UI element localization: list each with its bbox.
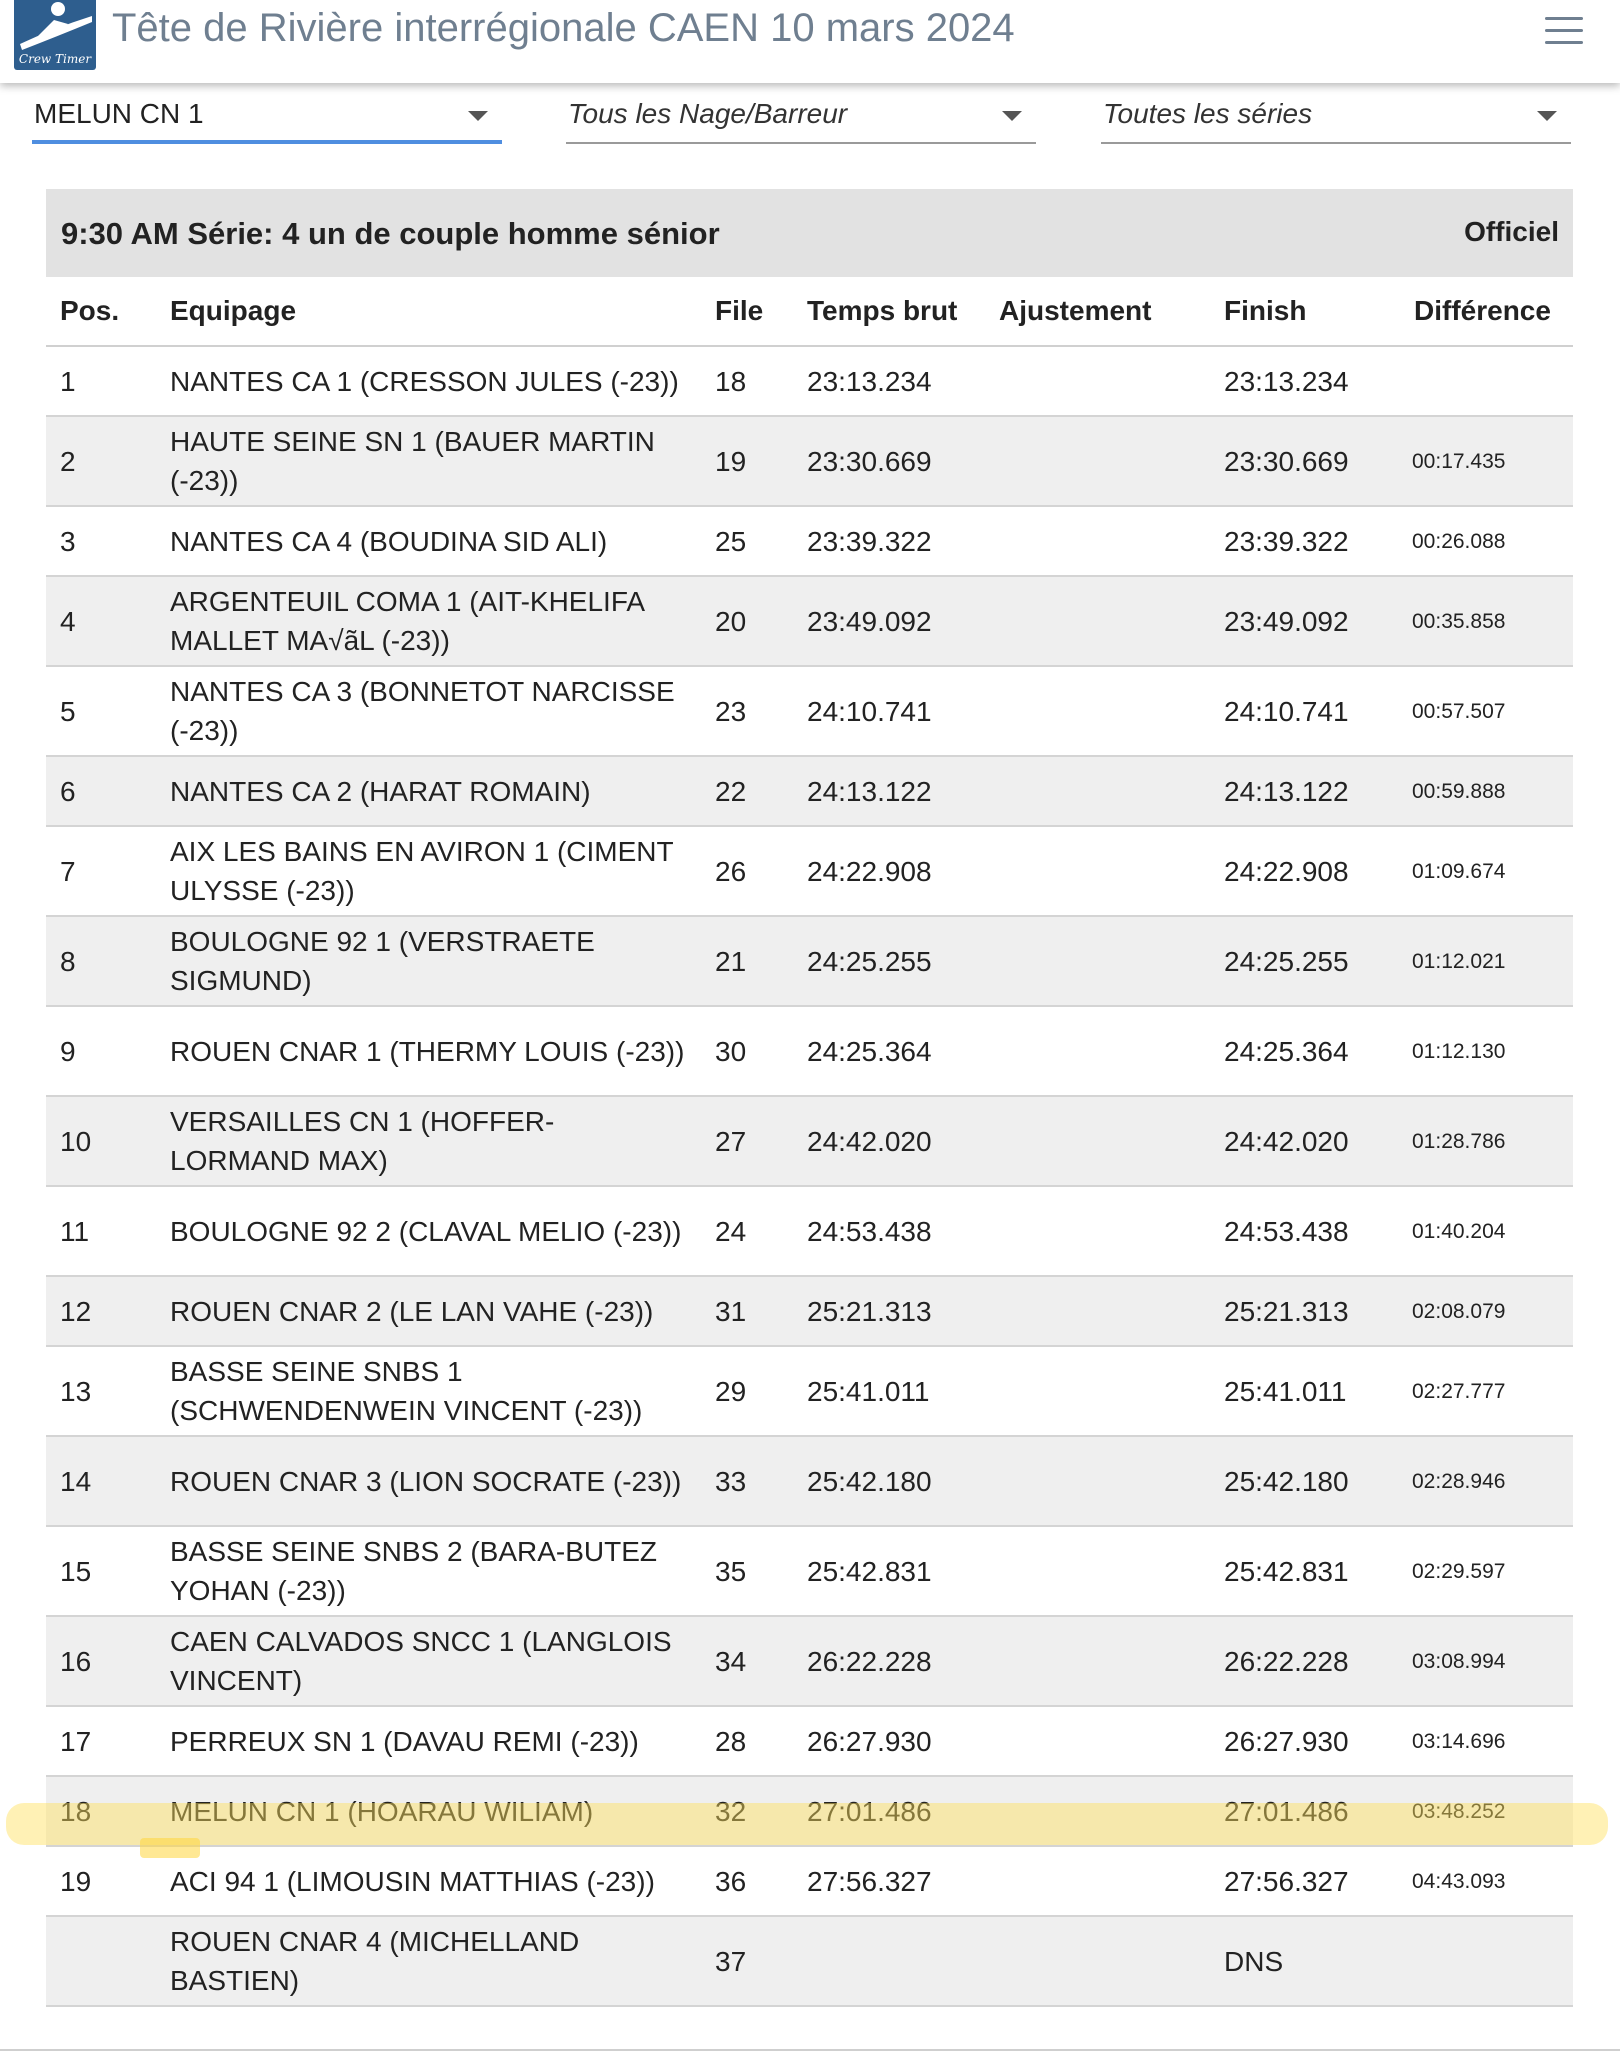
cell-pos: 10 [46, 1096, 156, 1186]
cell-crew: NANTES CA 4 (BOUDINA SID ALI) [156, 506, 701, 576]
cell-adjustment [985, 1846, 1210, 1916]
cell-lane: 26 [701, 826, 793, 916]
cell-raw-time: 24:25.364 [793, 1006, 985, 1096]
cell-pos: 6 [46, 756, 156, 826]
cell-difference: 03:14.696 [1400, 1706, 1573, 1776]
cell-raw-time: 24:13.122 [793, 756, 985, 826]
chevron-down-icon [468, 111, 488, 121]
table-row[interactable] [46, 506, 1573, 576]
cell-raw-time: 25:42.831 [793, 1526, 985, 1616]
cell-crew: ROUEN CNAR 2 (LE LAN VAHE (-23)) [156, 1276, 701, 1346]
cell-lane: 32 [701, 1776, 793, 1846]
cell-finish: DNS [1210, 1916, 1400, 2006]
table-row[interactable] [46, 1616, 1573, 1706]
col-header-pos[interactable]: Pos. [46, 277, 156, 346]
cell-raw-time: 23:30.669 [793, 416, 985, 506]
col-header-crew[interactable]: Equipage [156, 277, 701, 346]
cell-raw-time: 27:56.327 [793, 1846, 985, 1916]
cell-crew: AIX LES BAINS EN AVIRON 1 (CIMENT ULYSSE (-23)) [156, 826, 701, 916]
cell-lane: 18 [701, 346, 793, 416]
cell-finish: 26:27.930 [1210, 1706, 1400, 1776]
cell-pos: 16 [46, 1616, 156, 1706]
hamburger-menu-icon[interactable] [1545, 17, 1583, 47]
logo-text: Crew Timer [18, 52, 92, 66]
cell-raw-time: 24:42.020 [793, 1096, 985, 1186]
cell-lane: 20 [701, 576, 793, 666]
cell-pos: 9 [46, 1006, 156, 1096]
cell-difference: 00:17.435 [1400, 416, 1573, 506]
cell-lane: 29 [701, 1346, 793, 1436]
cell-adjustment [985, 1346, 1210, 1436]
cell-lane: 27 [701, 1096, 793, 1186]
cell-pos: 14 [46, 1436, 156, 1526]
cell-lane: 35 [701, 1526, 793, 1616]
cell-pos: 2 [46, 416, 156, 506]
cell-lane: 21 [701, 916, 793, 1006]
cell-difference [1400, 1916, 1573, 2006]
cell-adjustment [985, 576, 1210, 666]
cell-adjustment [985, 1526, 1210, 1616]
cell-crew: ROUEN CNAR 3 (LION SOCRATE (-23)) [156, 1436, 701, 1526]
table-header-row [46, 277, 1573, 346]
table-row[interactable] [46, 1006, 1573, 1096]
table-row[interactable] [46, 1276, 1573, 1346]
cell-lane: 19 [701, 416, 793, 506]
race-status: Officiel [1464, 216, 1559, 247]
col-header-raw-time[interactable]: Temps brut [793, 277, 985, 346]
cell-finish: 24:25.364 [1210, 1006, 1400, 1096]
cell-adjustment [985, 826, 1210, 916]
cell-lane: 23 [701, 666, 793, 756]
cell-finish: 24:22.908 [1210, 826, 1400, 916]
cell-lane: 34 [701, 1616, 793, 1706]
col-header-finish[interactable]: Finish [1210, 277, 1400, 346]
cell-raw-time: 24:53.438 [793, 1186, 985, 1276]
cell-finish: 25:21.313 [1210, 1276, 1400, 1346]
cell-lane: 30 [701, 1006, 793, 1096]
cell-raw-time: 24:25.255 [793, 916, 985, 1006]
cell-raw-time: 26:22.228 [793, 1616, 985, 1706]
race-header [46, 189, 1573, 277]
cell-raw-time: 24:22.908 [793, 826, 985, 916]
chevron-down-icon [1537, 111, 1557, 121]
cell-lane: 25 [701, 506, 793, 576]
cell-adjustment [985, 666, 1210, 756]
cell-finish: 24:53.438 [1210, 1186, 1400, 1276]
cell-lane: 28 [701, 1706, 793, 1776]
cell-crew: BASSE SEINE SNBS 1 (SCHWENDENWEIN VINCENT (-23)) [156, 1346, 701, 1436]
col-header-adjustment[interactable]: Ajustement [985, 277, 1210, 346]
cell-finish: 24:10.741 [1210, 666, 1400, 756]
cell-crew: BASSE SEINE SNBS 2 (BARA-BUTEZ YOHAN (-23)) [156, 1526, 701, 1616]
table-row[interactable] [46, 1346, 1573, 1436]
cell-crew: ACI 94 1 (LIMOUSIN MATTHIAS (-23)) [156, 1846, 701, 1916]
cell-finish: 23:49.092 [1210, 576, 1400, 666]
crew-filter-select[interactable] [32, 92, 502, 144]
cell-pos: 15 [46, 1526, 156, 1616]
results-panel [46, 189, 1573, 2007]
cell-adjustment [985, 1616, 1210, 1706]
cell-finish: 26:22.228 [1210, 1616, 1400, 1706]
table-row[interactable] [46, 826, 1573, 916]
table-row[interactable] [46, 1776, 1573, 1846]
cell-adjustment [985, 506, 1210, 576]
cell-finish: 27:01.486 [1210, 1776, 1400, 1846]
cell-difference: 00:26.088 [1400, 506, 1573, 576]
cell-raw-time [793, 1916, 985, 2006]
table-row[interactable] [46, 1526, 1573, 1616]
cell-lane: 37 [701, 1916, 793, 2006]
cell-difference: 00:35.858 [1400, 576, 1573, 666]
cell-adjustment [985, 1186, 1210, 1276]
crew-timer-logo[interactable] [14, 0, 96, 70]
table-row[interactable] [46, 1436, 1573, 1526]
cell-crew: ROUEN CNAR 4 (MICHELLAND BASTIEN) [156, 1916, 701, 2006]
table-row[interactable] [46, 916, 1573, 1006]
cell-crew: CAEN CALVADOS SNCC 1 (LANGLOIS VINCENT) [156, 1616, 701, 1706]
cell-adjustment [985, 916, 1210, 1006]
race-title: 9:30 AM Série: 4 un de couple homme sénior [61, 216, 720, 251]
cell-adjustment [985, 756, 1210, 826]
cell-raw-time: 26:27.930 [793, 1706, 985, 1776]
cell-pos: 7 [46, 826, 156, 916]
cell-lane: 31 [701, 1276, 793, 1346]
table-row[interactable] [46, 1916, 1573, 2006]
cell-adjustment [985, 416, 1210, 506]
cell-finish: 24:25.255 [1210, 916, 1400, 1006]
cell-crew: BOULOGNE 92 1 (VERSTRAETE SIGMUND) [156, 916, 701, 1006]
cell-lane: 33 [701, 1436, 793, 1526]
cell-lane: 24 [701, 1186, 793, 1276]
cell-difference: 04:43.093 [1400, 1846, 1573, 1916]
cell-pos: 18 [46, 1776, 156, 1846]
cell-difference [1400, 346, 1573, 416]
stroke-cox-filter-value: Tous les Nage/Barreur [568, 98, 848, 129]
crew-filter-value: MELUN CN 1 [34, 98, 204, 129]
table-row[interactable] [46, 416, 1573, 506]
page-title: Tête de Rivière interrégionale CAEN 10 mars 2024 [112, 6, 1015, 50]
cell-raw-time: 23:13.234 [793, 346, 985, 416]
cell-raw-time: 25:21.313 [793, 1276, 985, 1346]
cell-adjustment [985, 1006, 1210, 1096]
cell-pos: 3 [46, 506, 156, 576]
cell-crew: BOULOGNE 92 2 (CLAVAL MELIO (-23)) [156, 1186, 701, 1276]
cell-difference: 01:40.204 [1400, 1186, 1573, 1276]
cell-crew: PERREUX SN 1 (DAVAU REMI (-23)) [156, 1706, 701, 1776]
cell-difference: 03:08.994 [1400, 1616, 1573, 1706]
cell-pos: 19 [46, 1846, 156, 1916]
series-filter-select[interactable] [1101, 92, 1571, 144]
cell-raw-time: 25:42.180 [793, 1436, 985, 1526]
cell-difference: 02:27.777 [1400, 1346, 1573, 1436]
cell-difference: 03:48.252 [1400, 1776, 1573, 1846]
cell-pos: 11 [46, 1186, 156, 1276]
top-app-bar [0, 0, 1620, 83]
cell-difference: 01:12.021 [1400, 916, 1573, 1006]
cell-difference: 00:59.888 [1400, 756, 1573, 826]
cell-crew: ARGENTEUIL COMA 1 (AIT-KHELIFA MALLET MA√ãL (-23)) [156, 576, 701, 666]
chevron-down-icon [1002, 111, 1022, 121]
cell-raw-time: 25:41.011 [793, 1346, 985, 1436]
table-row[interactable] [46, 576, 1573, 666]
cell-difference: 00:57.507 [1400, 666, 1573, 756]
table-row[interactable] [46, 1186, 1573, 1276]
cell-pos: 13 [46, 1346, 156, 1436]
cell-adjustment [985, 1096, 1210, 1186]
cell-raw-time: 23:49.092 [793, 576, 985, 666]
cell-pos: 8 [46, 916, 156, 1006]
cell-adjustment [985, 1706, 1210, 1776]
table-row[interactable] [46, 1846, 1573, 1916]
cell-adjustment [985, 1276, 1210, 1346]
cell-difference: 02:08.079 [1400, 1276, 1573, 1346]
cell-difference: 01:12.130 [1400, 1006, 1573, 1096]
series-filter-value: Toutes les séries [1103, 98, 1313, 129]
cell-pos: 4 [46, 576, 156, 666]
cell-difference: 01:09.674 [1400, 826, 1573, 916]
cell-finish: 23:30.669 [1210, 416, 1400, 506]
cell-pos: 17 [46, 1706, 156, 1776]
results-table [46, 277, 1573, 2007]
cell-difference: 01:28.786 [1400, 1096, 1573, 1186]
table-row[interactable] [46, 756, 1573, 826]
cell-pos: 1 [46, 346, 156, 416]
cell-finish: 25:42.831 [1210, 1526, 1400, 1616]
cell-difference: 02:28.946 [1400, 1436, 1573, 1526]
table-row[interactable] [46, 1706, 1573, 1776]
cell-finish: 24:42.020 [1210, 1096, 1400, 1186]
cell-raw-time: 23:39.322 [793, 506, 985, 576]
cell-crew: NANTES CA 1 (CRESSON JULES (-23)) [156, 346, 701, 416]
cell-lane: 36 [701, 1846, 793, 1916]
cell-difference: 02:29.597 [1400, 1526, 1573, 1616]
cell-pos: 12 [46, 1276, 156, 1346]
table-row[interactable] [46, 346, 1573, 416]
cell-finish: 23:39.322 [1210, 506, 1400, 576]
cell-finish: 27:56.327 [1210, 1846, 1400, 1916]
cell-adjustment [985, 1916, 1210, 2006]
table-row[interactable] [46, 666, 1573, 756]
table-row[interactable] [46, 1096, 1573, 1186]
cell-raw-time: 24:10.741 [793, 666, 985, 756]
cell-finish: 25:42.180 [1210, 1436, 1400, 1526]
cell-pos [46, 1916, 156, 2006]
cell-adjustment [985, 346, 1210, 416]
col-header-lane[interactable]: File [701, 277, 793, 346]
col-header-difference[interactable]: Différence [1400, 277, 1573, 346]
cell-adjustment [985, 1776, 1210, 1846]
cell-crew: NANTES CA 3 (BONNETOT NARCISSE (-23)) [156, 666, 701, 756]
cell-crew: ROUEN CNAR 1 (THERMY LOUIS (-23)) [156, 1006, 701, 1096]
cell-lane: 22 [701, 756, 793, 826]
cell-crew: HAUTE SEINE SN 1 (BAUER MARTIN (-23)) [156, 416, 701, 506]
stroke-cox-filter-select[interactable] [566, 92, 1036, 144]
cell-crew: NANTES CA 2 (HARAT ROMAIN) [156, 756, 701, 826]
cell-crew: VERSAILLES CN 1 (HOFFER-LORMAND MAX) [156, 1096, 701, 1186]
cell-finish: 25:41.011 [1210, 1346, 1400, 1436]
cell-raw-time: 27:01.486 [793, 1776, 985, 1846]
cell-crew: MELUN CN 1 (HOARAU WILIAM) [156, 1776, 701, 1846]
cell-pos: 5 [46, 666, 156, 756]
cell-finish: 24:13.122 [1210, 756, 1400, 826]
cell-finish: 23:13.234 [1210, 346, 1400, 416]
cell-adjustment [985, 1436, 1210, 1526]
